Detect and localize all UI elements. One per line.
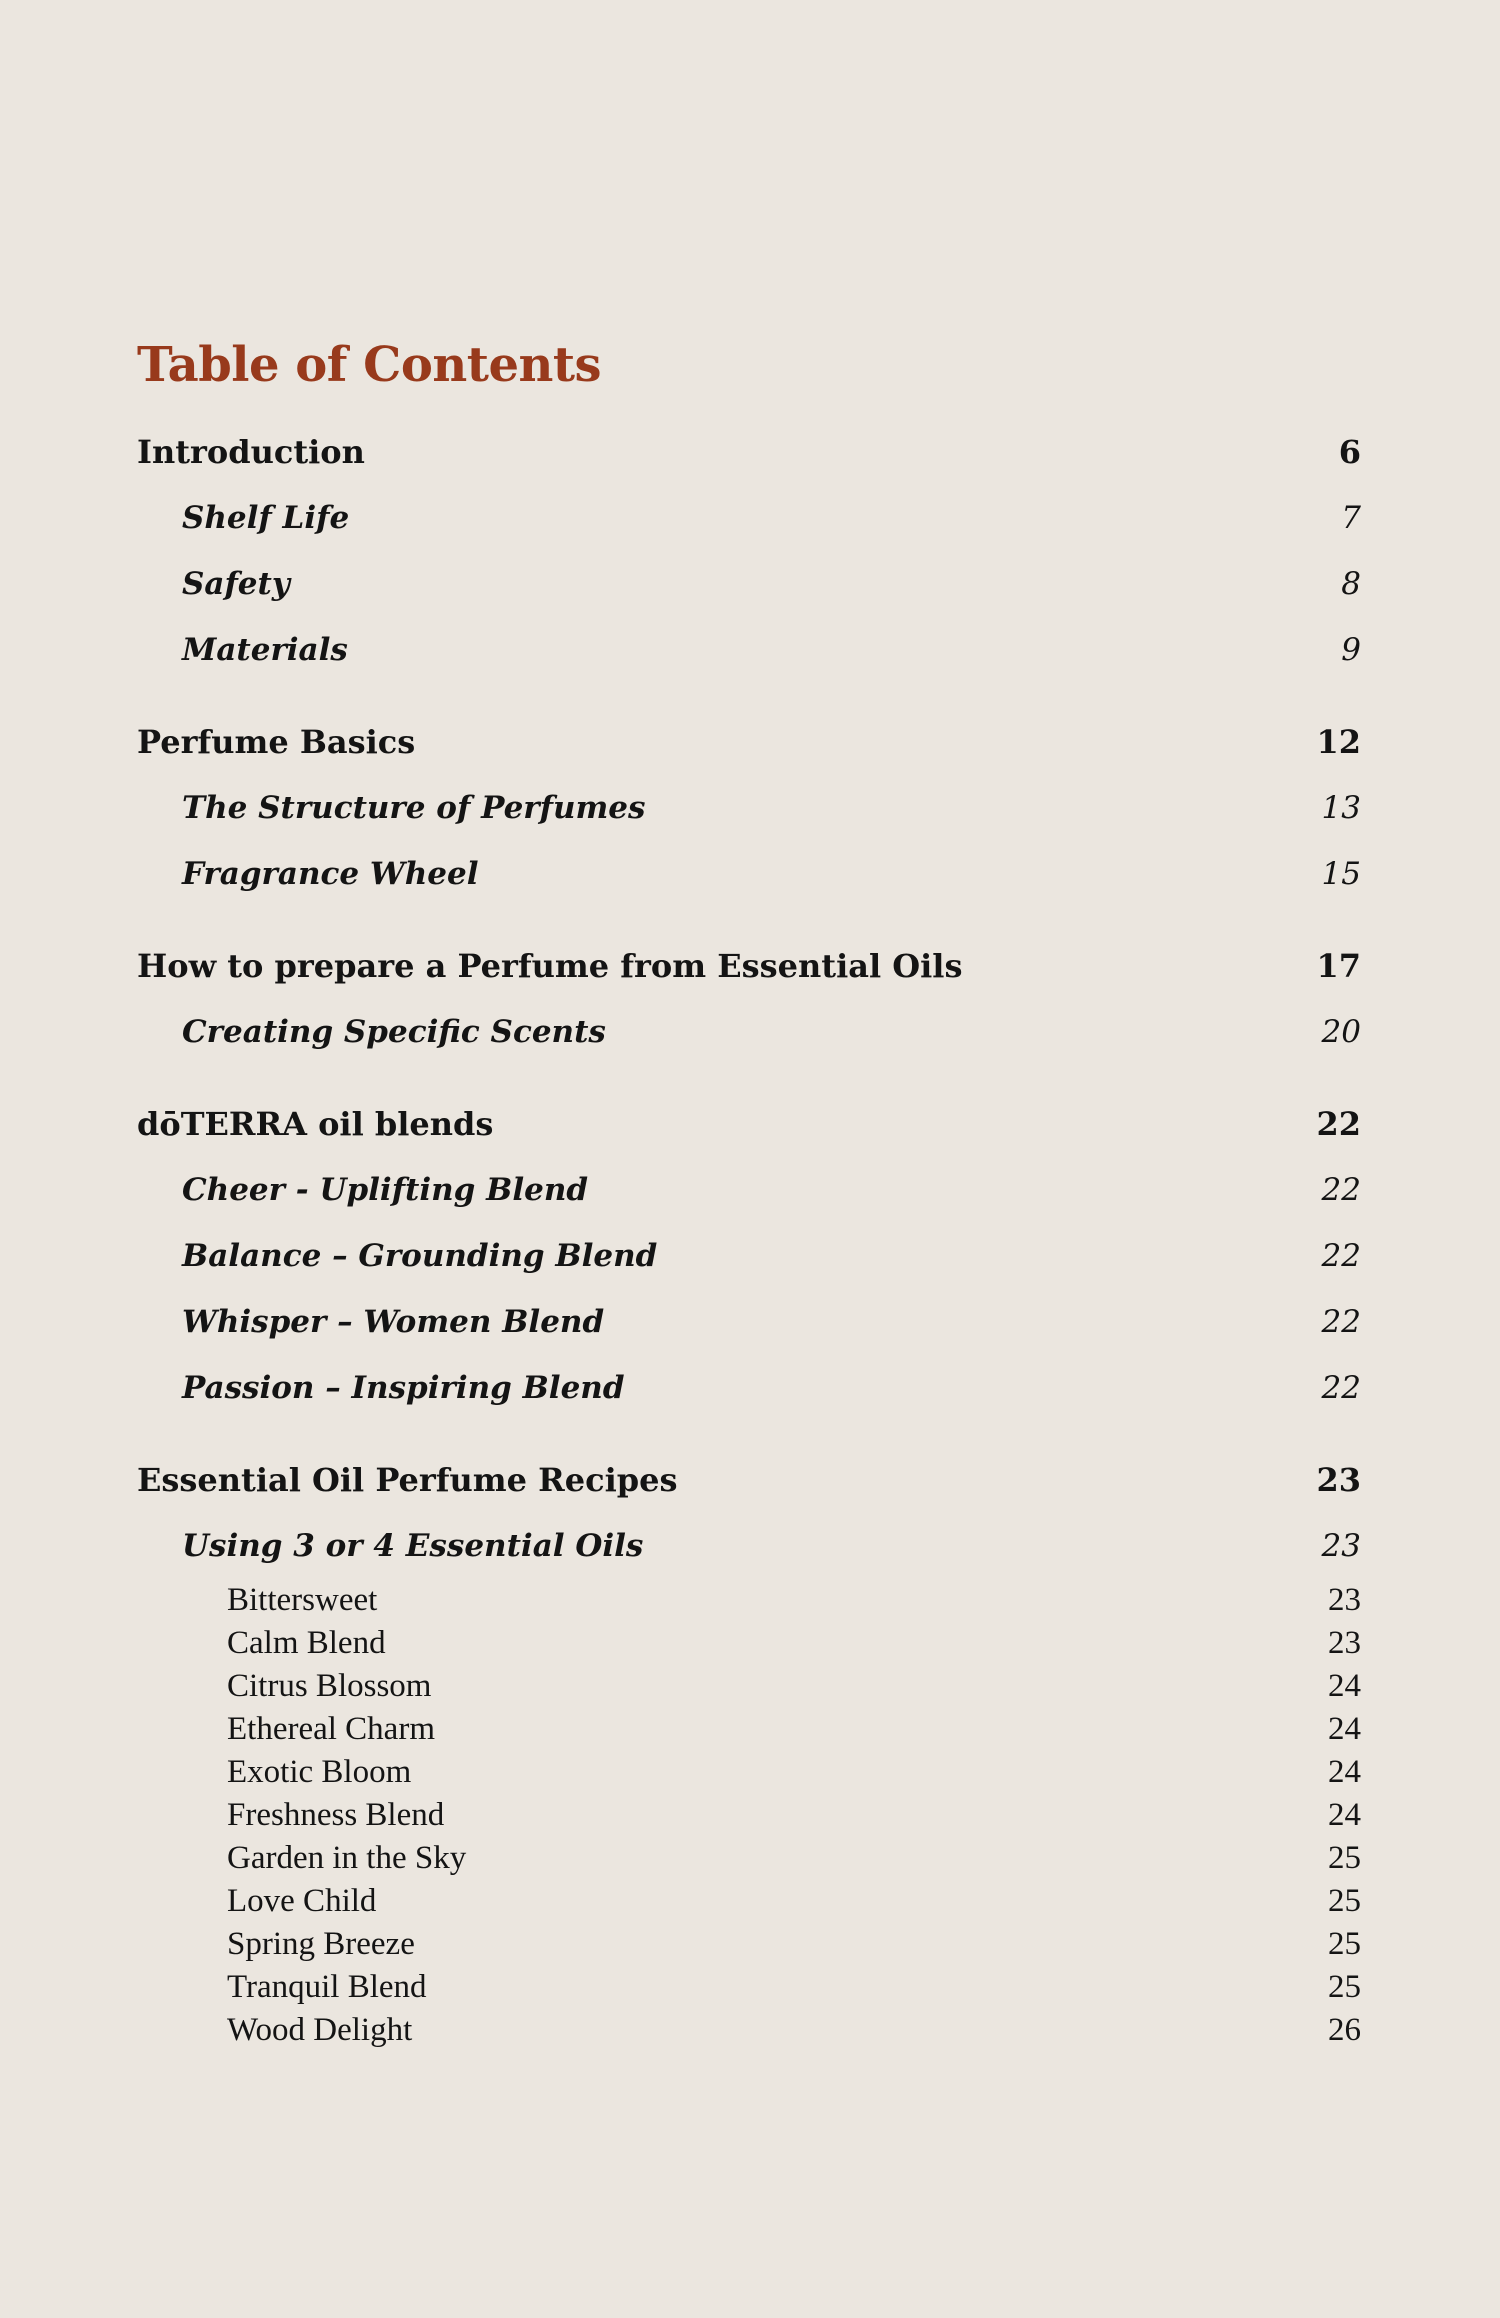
toc-page-number: 24 — [1328, 1711, 1361, 1747]
toc-page-number: 23 — [1316, 1461, 1361, 1499]
toc-section-label: Perfume Basics — [137, 723, 416, 761]
toc-section-label: How to prepare a Perfume from Essential Oils — [137, 947, 963, 985]
toc-recipe-wood-delight[interactable] — [137, 2009, 1361, 2052]
toc-subsection-label: Shelf Life — [182, 500, 350, 536]
section-gap — [137, 683, 1361, 709]
toc-recipe-label: Love Child — [227, 1883, 377, 1919]
toc-subsection-structure-of-perfumes[interactable] — [137, 775, 1361, 841]
toc-section-doterra-oil-blends[interactable] — [137, 1091, 1361, 1157]
toc-subsection-materials[interactable] — [137, 617, 1361, 683]
toc-section-label: Introduction — [137, 433, 365, 471]
toc-section-introduction[interactable] — [137, 419, 1361, 485]
toc-recipe-label: Ethereal Charm — [227, 1711, 435, 1747]
toc-recipe-garden-in-the-sky[interactable] — [137, 1837, 1361, 1880]
toc-recipe-label: Tranquil Blend — [227, 1969, 427, 2005]
toc-recipe-spring-breeze[interactable] — [137, 1923, 1361, 1966]
toc-subsection-safety[interactable] — [137, 551, 1361, 617]
toc-subsection-passion[interactable] — [137, 1355, 1361, 1421]
toc-subsection-cheer[interactable] — [137, 1157, 1361, 1223]
toc-subsection-using-3-or-4-oils[interactable] — [137, 1513, 1361, 1579]
toc-page-number: 7 — [1341, 500, 1361, 536]
toc-recipe-tranquil-blend[interactable] — [137, 1966, 1361, 2009]
toc-subsection-label: The Structure of Perfumes — [182, 790, 646, 826]
toc-page-number: 15 — [1321, 856, 1361, 892]
toc-section-perfume-basics[interactable] — [137, 709, 1361, 775]
toc-page-number: 22 — [1321, 1172, 1361, 1208]
toc-recipe-label: Freshness Blend — [227, 1797, 445, 1833]
toc-subsection-label: Cheer - Uplifting Blend — [182, 1172, 589, 1208]
toc-recipe-love-child[interactable] — [137, 1880, 1361, 1923]
toc-entries — [137, 419, 1361, 2052]
toc-page-number: 25 — [1328, 1883, 1361, 1919]
toc-subsection-label: Whisper – Women Blend — [182, 1304, 605, 1340]
toc-subsection-label: Creating Specific Scents — [182, 1014, 606, 1050]
toc-recipe-label: Citrus Blossom — [227, 1668, 432, 1704]
toc-section-how-to-prepare[interactable] — [137, 933, 1361, 999]
toc-page-number: 22 — [1321, 1304, 1361, 1340]
toc-page-number: 24 — [1328, 1797, 1361, 1833]
toc-page-number: 13 — [1321, 790, 1361, 826]
toc-recipe-label: Bittersweet — [227, 1582, 378, 1618]
toc-section-perfume-recipes[interactable] — [137, 1447, 1361, 1513]
toc-recipe-label: Spring Breeze — [227, 1926, 415, 1962]
toc-recipe-label: Exotic Bloom — [227, 1754, 412, 1790]
toc-subsection-label: Materials — [182, 632, 348, 668]
toc-subsection-label: Balance – Grounding Blend — [182, 1238, 658, 1274]
toc-title: Table of Contents — [137, 337, 602, 393]
toc-subsection-label: Fragrance Wheel — [182, 856, 479, 892]
toc-page-number: 25 — [1328, 1840, 1361, 1876]
toc-page-number: 20 — [1321, 1014, 1361, 1050]
toc-recipe-label: Garden in the Sky — [227, 1840, 467, 1876]
toc-page-number: 12 — [1316, 723, 1361, 761]
toc-page-number: 22 — [1316, 1105, 1361, 1143]
toc-page-number: 24 — [1328, 1754, 1361, 1790]
section-gap — [137, 907, 1361, 933]
toc-page-number: 26 — [1328, 2012, 1361, 2048]
toc-subsection-label: Passion – Inspiring Blend — [182, 1370, 625, 1406]
toc-subsection-shelf-life[interactable] — [137, 485, 1361, 551]
toc-subsection-balance[interactable] — [137, 1223, 1361, 1289]
toc-recipe-freshness-blend[interactable] — [137, 1794, 1361, 1837]
section-gap — [137, 1421, 1361, 1447]
toc-recipe-ethereal-charm[interactable] — [137, 1708, 1361, 1751]
toc-subsection-label: Using 3 or 4 Essential Oils — [182, 1528, 644, 1564]
toc-page-number: 25 — [1328, 1926, 1361, 1962]
toc-page-number: 23 — [1321, 1528, 1361, 1564]
toc-page-number: 25 — [1328, 1969, 1361, 2005]
toc-page-number: 8 — [1341, 566, 1361, 602]
toc-page — [137, 325, 1361, 2052]
toc-subsection-creating-specific-scents[interactable] — [137, 999, 1361, 1065]
toc-section-label: dōTERRA oil blends — [137, 1105, 494, 1143]
toc-recipe-bittersweet[interactable] — [137, 1579, 1361, 1622]
toc-recipe-citrus-blossom[interactable] — [137, 1665, 1361, 1708]
toc-page-number: 22 — [1321, 1370, 1361, 1406]
toc-page-number: 6 — [1338, 433, 1361, 471]
toc-page-number: 22 — [1321, 1238, 1361, 1274]
toc-recipe-calm-blend[interactable] — [137, 1622, 1361, 1665]
toc-page-number: 24 — [1328, 1668, 1361, 1704]
toc-subsection-label: Safety — [182, 566, 290, 602]
toc-page-number: 23 — [1328, 1582, 1361, 1618]
toc-recipe-label: Wood Delight — [227, 2012, 413, 2048]
toc-subsection-whisper[interactable] — [137, 1289, 1361, 1355]
section-gap — [137, 1065, 1361, 1091]
toc-section-label: Essential Oil Perfume Recipes — [137, 1461, 678, 1499]
toc-recipe-label: Calm Blend — [227, 1625, 386, 1661]
toc-recipe-exotic-bloom[interactable] — [137, 1751, 1361, 1794]
toc-subsection-fragrance-wheel[interactable] — [137, 841, 1361, 907]
toc-page-number: 17 — [1316, 947, 1361, 985]
toc-page-number: 23 — [1328, 1625, 1361, 1661]
toc-page-number: 9 — [1341, 632, 1361, 668]
